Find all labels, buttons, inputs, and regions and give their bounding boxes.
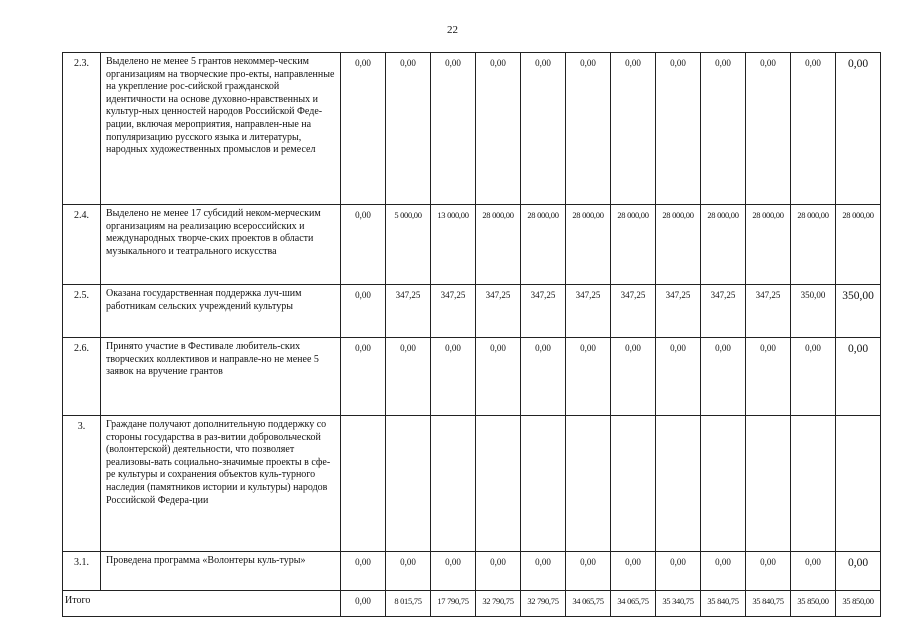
row-value-cell: 0,00	[791, 552, 836, 591]
table-row	[63, 416, 881, 552]
total-value-cell: 8 015,75	[386, 591, 431, 617]
row-value-cell: 0,00	[386, 338, 431, 416]
row-value-cell: 0,00	[656, 338, 701, 416]
row-description: Оказана государственная поддержка луч-шим работникам сельских учреждений культуры	[101, 285, 341, 338]
row-value-cell: 0,00	[566, 338, 611, 416]
row-value-cell: 0,00	[341, 53, 386, 205]
row-value-cell: 0,00	[656, 552, 701, 591]
total-value-cell: 35 850,00	[791, 591, 836, 617]
total-row	[63, 591, 881, 617]
total-value-cell: 32 790,75	[476, 591, 521, 617]
row-index: 3.1.	[63, 552, 101, 591]
total-value-cell: 34 065,75	[566, 591, 611, 617]
table-row	[63, 552, 881, 591]
row-value-cell	[656, 416, 701, 552]
row-value-cell: 28 000,00	[701, 205, 746, 285]
total-value-cell: 35 340,75	[656, 591, 701, 617]
row-value-cell	[836, 416, 881, 552]
row-value-cell: 0,00	[836, 53, 881, 205]
row-value-cell: 28 000,00	[566, 205, 611, 285]
total-value-cell: 35 840,75	[701, 591, 746, 617]
total-label: Итого	[63, 591, 341, 617]
row-value-cell: 28 000,00	[611, 205, 656, 285]
row-value-cell: 0,00	[386, 552, 431, 591]
row-value-cell: 350,00	[791, 285, 836, 338]
row-value-cell: 350,00	[836, 285, 881, 338]
row-value-cell: 0,00	[611, 338, 656, 416]
total-value-cell: 17 790,75	[431, 591, 476, 617]
row-value-cell	[341, 416, 386, 552]
row-description: Проведена программа «Волонтеры куль-туры»	[101, 552, 341, 591]
row-value-cell: 347,25	[611, 285, 656, 338]
row-value-cell: 0,00	[521, 552, 566, 591]
row-value-cell	[431, 416, 476, 552]
table-row	[63, 205, 881, 285]
row-description: Граждане получают дополнительную поддержку со стороны государства в раз-витии добровольческой (волонтерской) деятельности, что позволяет реализовы-вать социально-значимые проекты в сфе-ре культуры и сохранения объектов куль-турного наследия (памятников истории и культуры) народов Российской Федера-ции	[101, 416, 341, 552]
row-index: 2.6.	[63, 338, 101, 416]
row-value-cell: 0,00	[701, 53, 746, 205]
row-value-cell: 0,00	[701, 338, 746, 416]
total-value-cell: 35 840,75	[746, 591, 791, 617]
row-value-cell: 0,00	[341, 285, 386, 338]
row-description: Выделено не менее 17 субсидий неком-мерческим организациям на реализацию всероссийских и международных творче-ских проектов в области музыкального и театрального искусства	[101, 205, 341, 285]
row-value-cell	[791, 416, 836, 552]
row-value-cell: 347,25	[521, 285, 566, 338]
row-description: Принято участие в Фестивале любитель-ских творческих коллективов и направле-но не менее 5 заявок на вручение грантов	[101, 338, 341, 416]
row-value-cell: 347,25	[656, 285, 701, 338]
row-value-cell	[566, 416, 611, 552]
page-number: 22	[447, 24, 458, 36]
row-value-cell: 0,00	[791, 53, 836, 205]
row-index: 2.4.	[63, 205, 101, 285]
row-value-cell: 0,00	[566, 53, 611, 205]
row-index: 2.3.	[63, 53, 101, 205]
row-value-cell: 28 000,00	[656, 205, 701, 285]
row-value-cell: 347,25	[431, 285, 476, 338]
row-value-cell: 0,00	[341, 205, 386, 285]
row-value-cell: 0,00	[431, 338, 476, 416]
row-value-cell: 0,00	[746, 552, 791, 591]
row-value-cell: 0,00	[836, 552, 881, 591]
table-row	[63, 338, 881, 416]
row-value-cell: 0,00	[476, 53, 521, 205]
row-value-cell: 28 000,00	[791, 205, 836, 285]
total-value-cell: 0,00	[341, 591, 386, 617]
row-value-cell: 0,00	[791, 338, 836, 416]
total-value-cell: 32 790,75	[521, 591, 566, 617]
row-value-cell: 0,00	[521, 338, 566, 416]
row-value-cell: 0,00	[611, 552, 656, 591]
row-value-cell: 0,00	[746, 53, 791, 205]
row-value-cell	[521, 416, 566, 552]
total-value-cell: 35 850,00	[836, 591, 881, 617]
row-value-cell: 28 000,00	[746, 205, 791, 285]
row-description: Выделено не менее 5 грантов некоммер-ческим организациям на творческие про-екты, направленные на укрепление рос-сийской гражданской идентичности на основе духовно-нравственных и культур-ных ценностей народов Российской Феде-рации, включая мероприятия, направлен-ные на популяризацию русского языка и литературы, народных художественных промыслов и ремесел	[101, 53, 341, 205]
row-value-cell: 0,00	[656, 53, 701, 205]
row-value-cell: 0,00	[341, 552, 386, 591]
row-value-cell: 28 000,00	[836, 205, 881, 285]
row-value-cell: 13 000,00	[431, 205, 476, 285]
row-value-cell: 28 000,00	[521, 205, 566, 285]
row-value-cell: 0,00	[476, 338, 521, 416]
row-index: 2.5.	[63, 285, 101, 338]
row-value-cell: 0,00	[431, 552, 476, 591]
row-value-cell: 0,00	[386, 53, 431, 205]
row-value-cell: 347,25	[476, 285, 521, 338]
row-value-cell: 0,00	[611, 53, 656, 205]
row-value-cell: 0,00	[341, 338, 386, 416]
total-value-cell: 34 065,75	[611, 591, 656, 617]
row-value-cell: 347,25	[386, 285, 431, 338]
row-value-cell	[746, 416, 791, 552]
row-value-cell: 0,00	[701, 552, 746, 591]
row-value-cell	[701, 416, 746, 552]
row-index: 3.	[63, 416, 101, 552]
row-value-cell: 0,00	[476, 552, 521, 591]
row-value-cell: 0,00	[521, 53, 566, 205]
row-value-cell: 347,25	[701, 285, 746, 338]
row-value-cell: 347,25	[566, 285, 611, 338]
budget-table	[62, 52, 881, 617]
row-value-cell	[611, 416, 656, 552]
table-row	[63, 53, 881, 205]
row-value-cell	[476, 416, 521, 552]
row-value-cell: 28 000,00	[476, 205, 521, 285]
row-value-cell: 0,00	[566, 552, 611, 591]
row-value-cell: 0,00	[836, 338, 881, 416]
row-value-cell: 5 000,00	[386, 205, 431, 285]
row-value-cell: 0,00	[431, 53, 476, 205]
row-value-cell: 0,00	[746, 338, 791, 416]
table-row	[63, 285, 881, 338]
row-value-cell	[386, 416, 431, 552]
row-value-cell: 347,25	[746, 285, 791, 338]
